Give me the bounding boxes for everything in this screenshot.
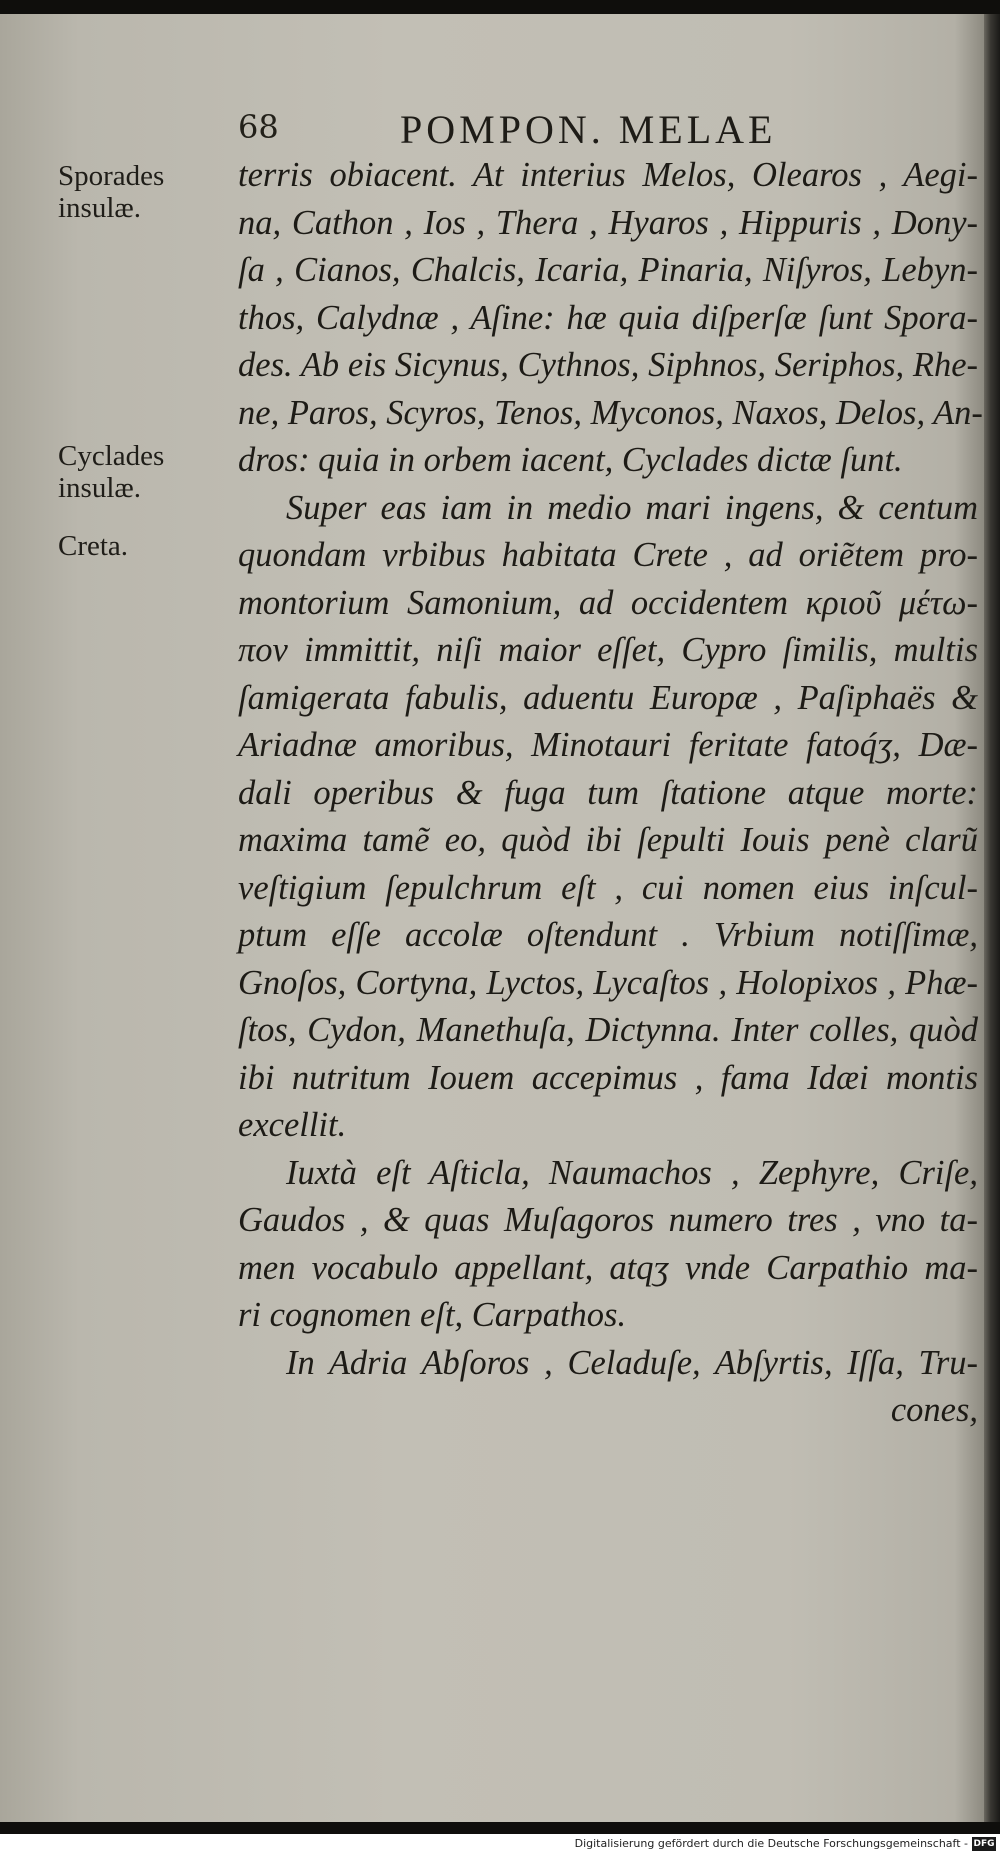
margin-note-line: insulæ. (58, 192, 141, 224)
text-line: ri cognomen eſt, Carpathos. (238, 1296, 627, 1334)
margin-note-line: insulæ. (58, 472, 141, 504)
text-line: dali operibus & fuga tum ſtatione atque morte: (238, 773, 978, 812)
text-line: terris obiacent. At interius Melos, Olearos , Aegi- (238, 156, 978, 194)
text-line: thos, Calydnæ , Aſine: hæ quia diſperſæ ſunt Spora- (238, 298, 978, 337)
text-line: Ariadnæ amoribus, Minotauri feritate fatoq́ʒ, Dæ- (238, 726, 978, 764)
text-line: ſa , Cianos, Chalcis, Icaria, Pinaria, Niſyros, Lebyn- (238, 251, 978, 289)
text-line: quondam vrbibus habitata Crete , ad oriẽtem pro- (238, 536, 978, 574)
dfg-logo: DFG (973, 1839, 995, 1849)
catchword: cones, (890, 1391, 978, 1429)
text-line: maxima tamẽ eo, quòd ibi ſepulti Iouis penè clarũ (238, 821, 978, 859)
margin-note-creta (58, 530, 128, 562)
margin-note-line: Creta. (58, 530, 129, 562)
margin-note-sporades (58, 160, 164, 224)
text-line: men vocabulo appellant, atqʒ vnde Carpathio ma- (238, 1248, 978, 1287)
text-line: na, Cathon , Ios , Thera , Hyaros , Hippuris , Dony- (238, 203, 978, 242)
page-edge (984, 14, 1000, 1822)
text-line: montorium Samonium, ad occidentem κριοῦ μέτω- (238, 583, 978, 622)
text-line: dros: quia in orbem iacent, Cyclades dictæ ſunt. (238, 441, 903, 479)
text-line: veſtigium ſepulchrum eſt , cui nomen eius inſcul- (238, 868, 978, 907)
running-head: POMPON. MELAE (400, 107, 777, 152)
text-line: Iuxtà eſt Aſticla, Naumachos , Zephyre, Criſe, (286, 1153, 978, 1192)
text-line: des. Ab eis Sicynus, Cythnos, Siphnos, Seriphos, Rhe- (238, 346, 978, 384)
page-number: 68 (238, 108, 279, 146)
text-line: ibi nutritum Iouem accepimus , fama Idæi montis (238, 1058, 978, 1097)
text-line: In Adria Abſoros , Celaduſe, Abſyrtis, Iſſa, Tru- (286, 1343, 978, 1382)
text-line: πον immittit, niſi maior eſſet, Cypro ſimilis, multis (238, 631, 978, 669)
margin-note-cyclades (58, 440, 164, 504)
digitization-footer (0, 1834, 1000, 1856)
text-line: excellit. (238, 1106, 347, 1144)
text-line: Super eas iam in medio mari ingens, & centum (286, 488, 978, 527)
text-line: ne, Paros, Scyros, Tenos, Myconos, Naxos, Delos, An- (238, 393, 983, 432)
text-line: ſtos, Cydon, Manethuſa, Dictynna. Inter colles, quòd (238, 1011, 978, 1049)
text-line: Gaudos , & quas Muſagoros numero tres , vno ta- (238, 1201, 978, 1239)
text-line: ſamigerata fabulis, aduentu Europæ , Paſiphaës & (238, 678, 978, 717)
page-header (0, 108, 1000, 152)
text-line: ptum eſſe accolæ oſtendunt . Vrbium notiſſimæ, (238, 916, 978, 954)
text-line: Gnoſos, Cortyna, Lyctos, Lycaſtos , Holopixos , Phæ- (238, 963, 978, 1002)
margin-note-line: Cyclades (58, 440, 165, 472)
margin-note-line: Sporades (58, 160, 165, 192)
funding-notice: Digitalisierung gefördert durch die Deutsche Forschungsgemeinschaft - (574, 1837, 968, 1850)
body-text (238, 152, 983, 1435)
